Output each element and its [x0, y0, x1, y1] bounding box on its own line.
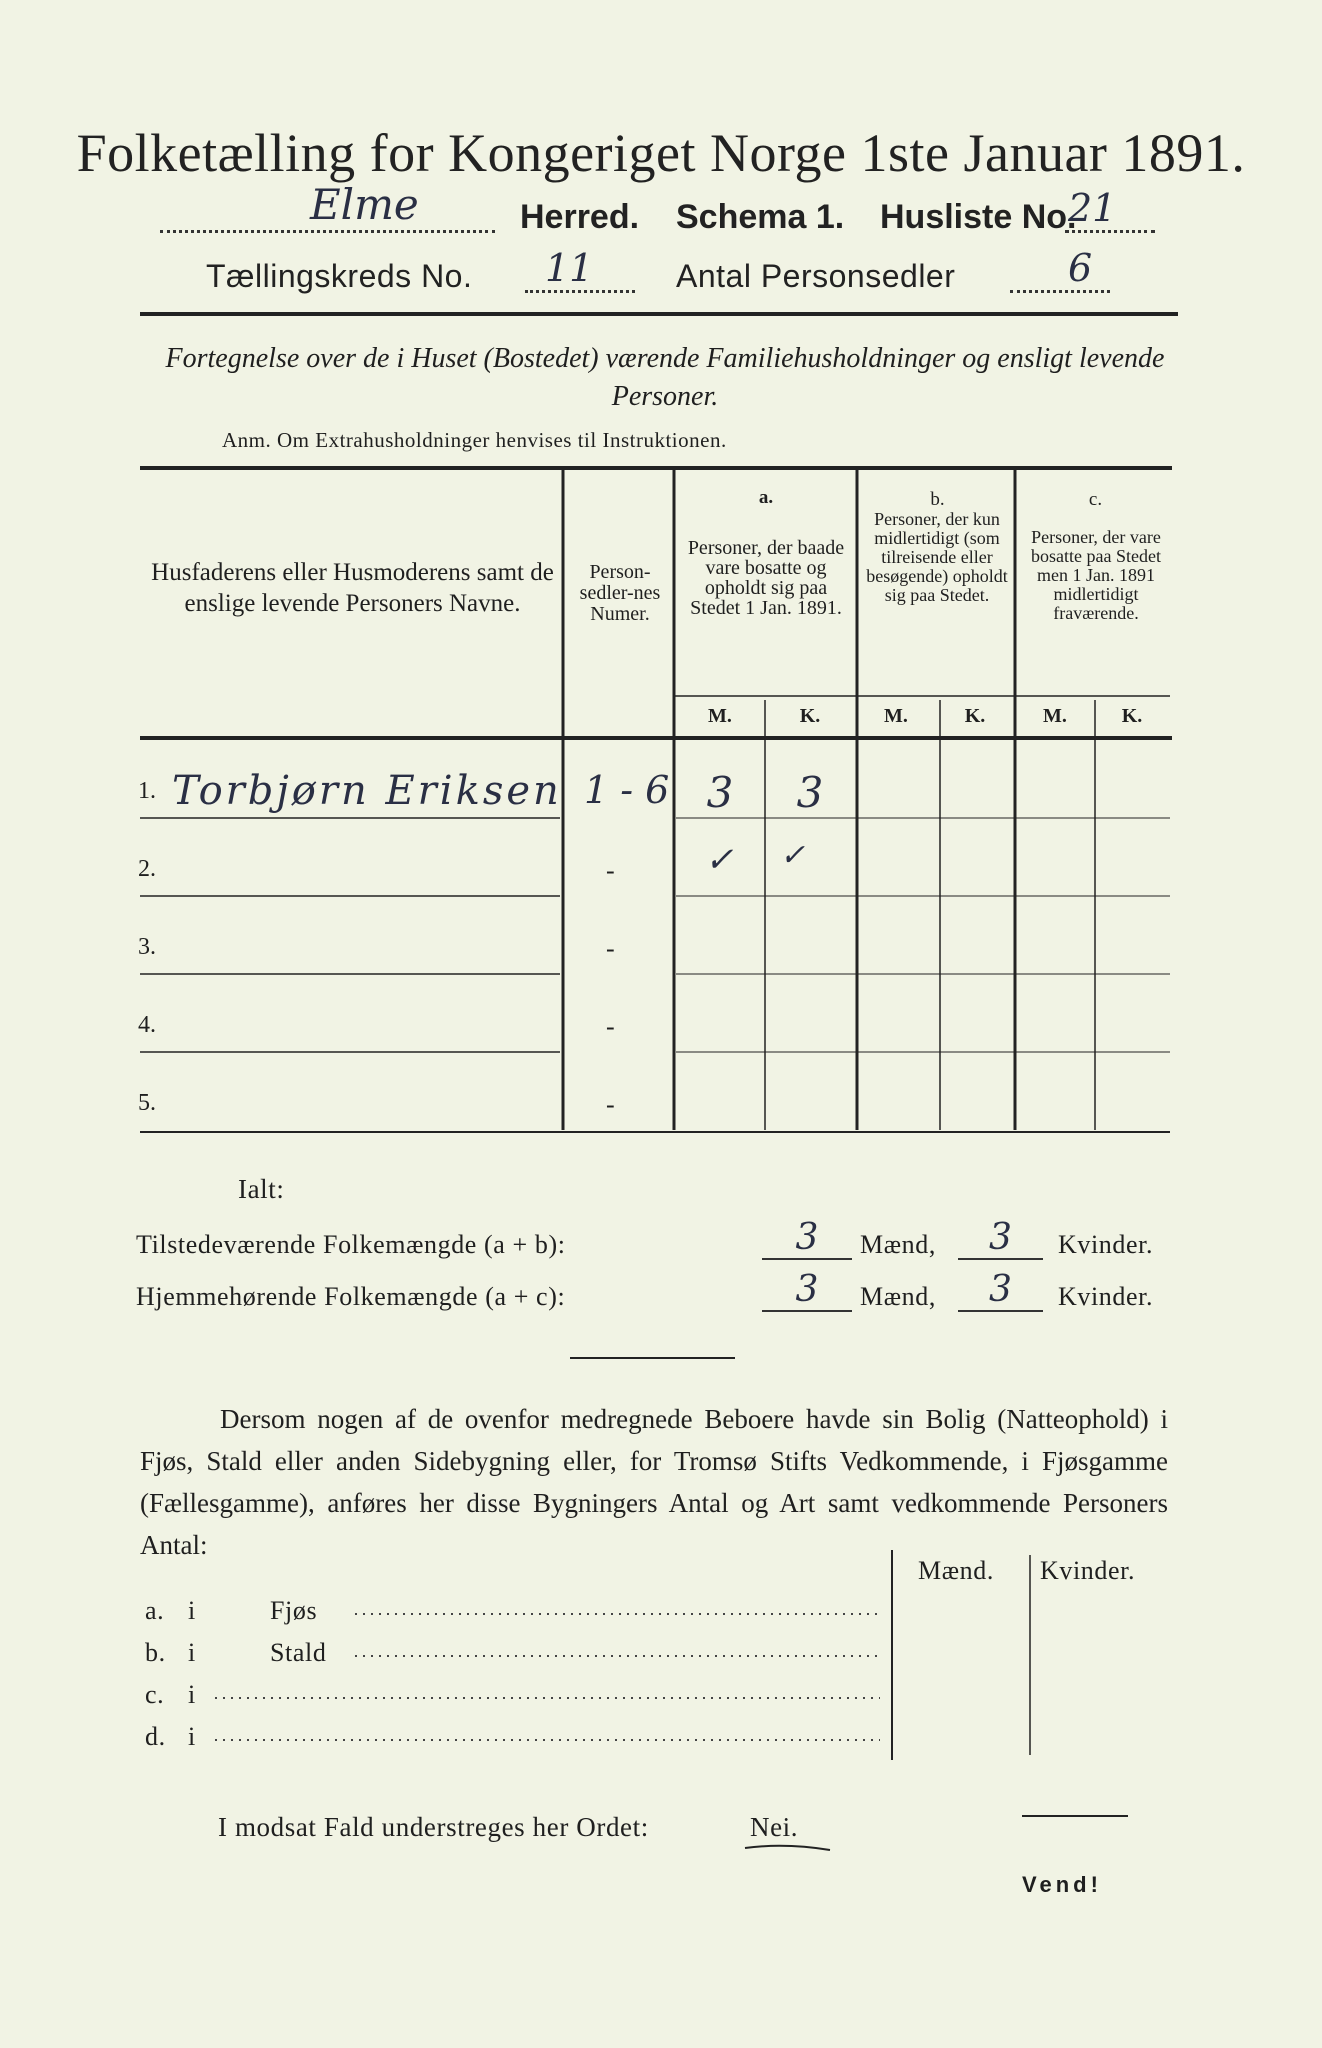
total-row1-kvinder: Kvinder.	[1058, 1230, 1154, 1259]
b-k-head: K.	[964, 705, 986, 727]
a-m-head: M.	[708, 705, 732, 727]
row-1-a-m: 3	[706, 768, 734, 817]
row-3-numer: -	[606, 934, 615, 963]
husliste-label: Husliste No.	[880, 198, 1077, 236]
c-m-head: M.	[1043, 705, 1067, 727]
building-a-i: i	[188, 1596, 196, 1625]
building-a-label: Fjøs	[270, 1596, 318, 1625]
col-a-letter: a.	[758, 487, 774, 508]
vend-label: Vend!	[1022, 1872, 1102, 1897]
col-c-letter: c.	[1088, 489, 1103, 510]
total-row1-maend: Mænd,	[860, 1230, 936, 1259]
herred-value: Elme	[310, 180, 419, 229]
row-4-num: 4.	[138, 1012, 156, 1038]
anm-note: Anm. Om Extrahusholdninger henvises til Instruktionen.	[222, 428, 727, 452]
row-2-numer: -	[606, 856, 615, 885]
form-title: Folketælling for Kongeriget Norge 1ste Januar 1891.	[76, 123, 1246, 183]
building-d-letter: d.	[145, 1722, 166, 1751]
row-1-num: 1.	[138, 778, 156, 804]
antal-value: 6	[1068, 246, 1093, 290]
instruction-paragraph: Dersom nogen af de ovenfor medregnede Beboere havde sin Bolig (Natteophold) i Fjøs, Stald eller anden Sidebygning eller, for Tromsø Stifts Vedkommende, i Fjøsgamme (Fællesgamme), anføres her disse Bygningers Antal og Art samt vedkommende Personers Antal:	[140, 1404, 1168, 1560]
modsat-text: I modsat Fald understreges her Ordet:	[218, 1812, 649, 1842]
col-numer-head: Person-sedler-nes Numer.	[579, 561, 661, 625]
row-4-numer: -	[606, 1012, 615, 1041]
total-row2-kvinder: Kvinder.	[1058, 1282, 1154, 1311]
total-row1-label: Tilstedeværende Folkemængde (a + b):	[136, 1230, 566, 1259]
building-b-label: Stald	[270, 1638, 327, 1667]
col-name-head: Husfaderens eller Husmoderens samt de enslige levende Personers Navne.	[151, 559, 554, 617]
row-5-numer: -	[606, 1090, 615, 1119]
row-1-a-k: 3	[796, 768, 824, 817]
total-row2-m: 3	[762, 1270, 852, 1312]
buildings-kvinder-head: Kvinder.	[1040, 1556, 1136, 1585]
total-row2-k: 3	[958, 1270, 1043, 1312]
nei-word: Nei.	[750, 1812, 799, 1842]
building-b-i: i	[188, 1638, 196, 1667]
total-row1-m: 3	[762, 1218, 852, 1260]
col-c-head: Personer, der vare bosatte paa Stedet men 1 Jan. 1891 midlertidigt fraværende.	[1031, 527, 1161, 623]
col-b-letter: b.	[930, 489, 945, 510]
building-b-letter: b.	[145, 1638, 166, 1667]
col-b-head: Personer, der kun midlertidigt (som tilreisende eller besøgende) opholdt sig paa Stedet.	[866, 509, 1008, 605]
a-k-head: K.	[799, 705, 821, 727]
total-row2-label: Hjemmehørende Folkemængde (a + c):	[136, 1282, 566, 1311]
building-c-letter: c.	[145, 1680, 165, 1709]
kreds-value: 11	[545, 246, 594, 290]
building-c-i: i	[188, 1680, 196, 1709]
herred-label: Herred.	[520, 198, 640, 236]
row-1-name: Torbjørn Eriksen	[172, 768, 562, 814]
row-1-numer: 1 - 6	[584, 768, 670, 812]
ialt-label: Ialt:	[238, 1174, 285, 1204]
total-row1-k: 3	[958, 1218, 1043, 1260]
schema-label: Schema 1.	[676, 198, 845, 236]
antal-label: Antal Personsedler	[676, 258, 956, 294]
b-m-head: M.	[884, 705, 908, 727]
c-k-head: K.	[1121, 705, 1143, 727]
kreds-label: Tællingskreds No.	[206, 258, 473, 294]
row-2-a-m: ✓	[705, 840, 734, 880]
row-2-a-k: ✓	[780, 838, 806, 873]
buildings-maend-head: Mænd.	[918, 1556, 994, 1585]
row-3-num: 3.	[138, 934, 156, 960]
building-d-i: i	[188, 1722, 196, 1751]
subtitle: Fortegnelse over de i Huset (Bostedet) værende Familiehusholdninger og ensligt levende Personer.	[165, 343, 1165, 412]
row-5-num: 5.	[138, 1090, 156, 1116]
row-2-num: 2.	[138, 856, 156, 882]
col-a-head: Personer, der baade vare bosatte og opholdt sig paa Stedet 1 Jan. 1891.	[687, 537, 845, 619]
total-row2-maend: Mænd,	[860, 1282, 936, 1311]
building-a-letter: a.	[145, 1596, 165, 1625]
husliste-value: 21	[1068, 186, 1117, 230]
